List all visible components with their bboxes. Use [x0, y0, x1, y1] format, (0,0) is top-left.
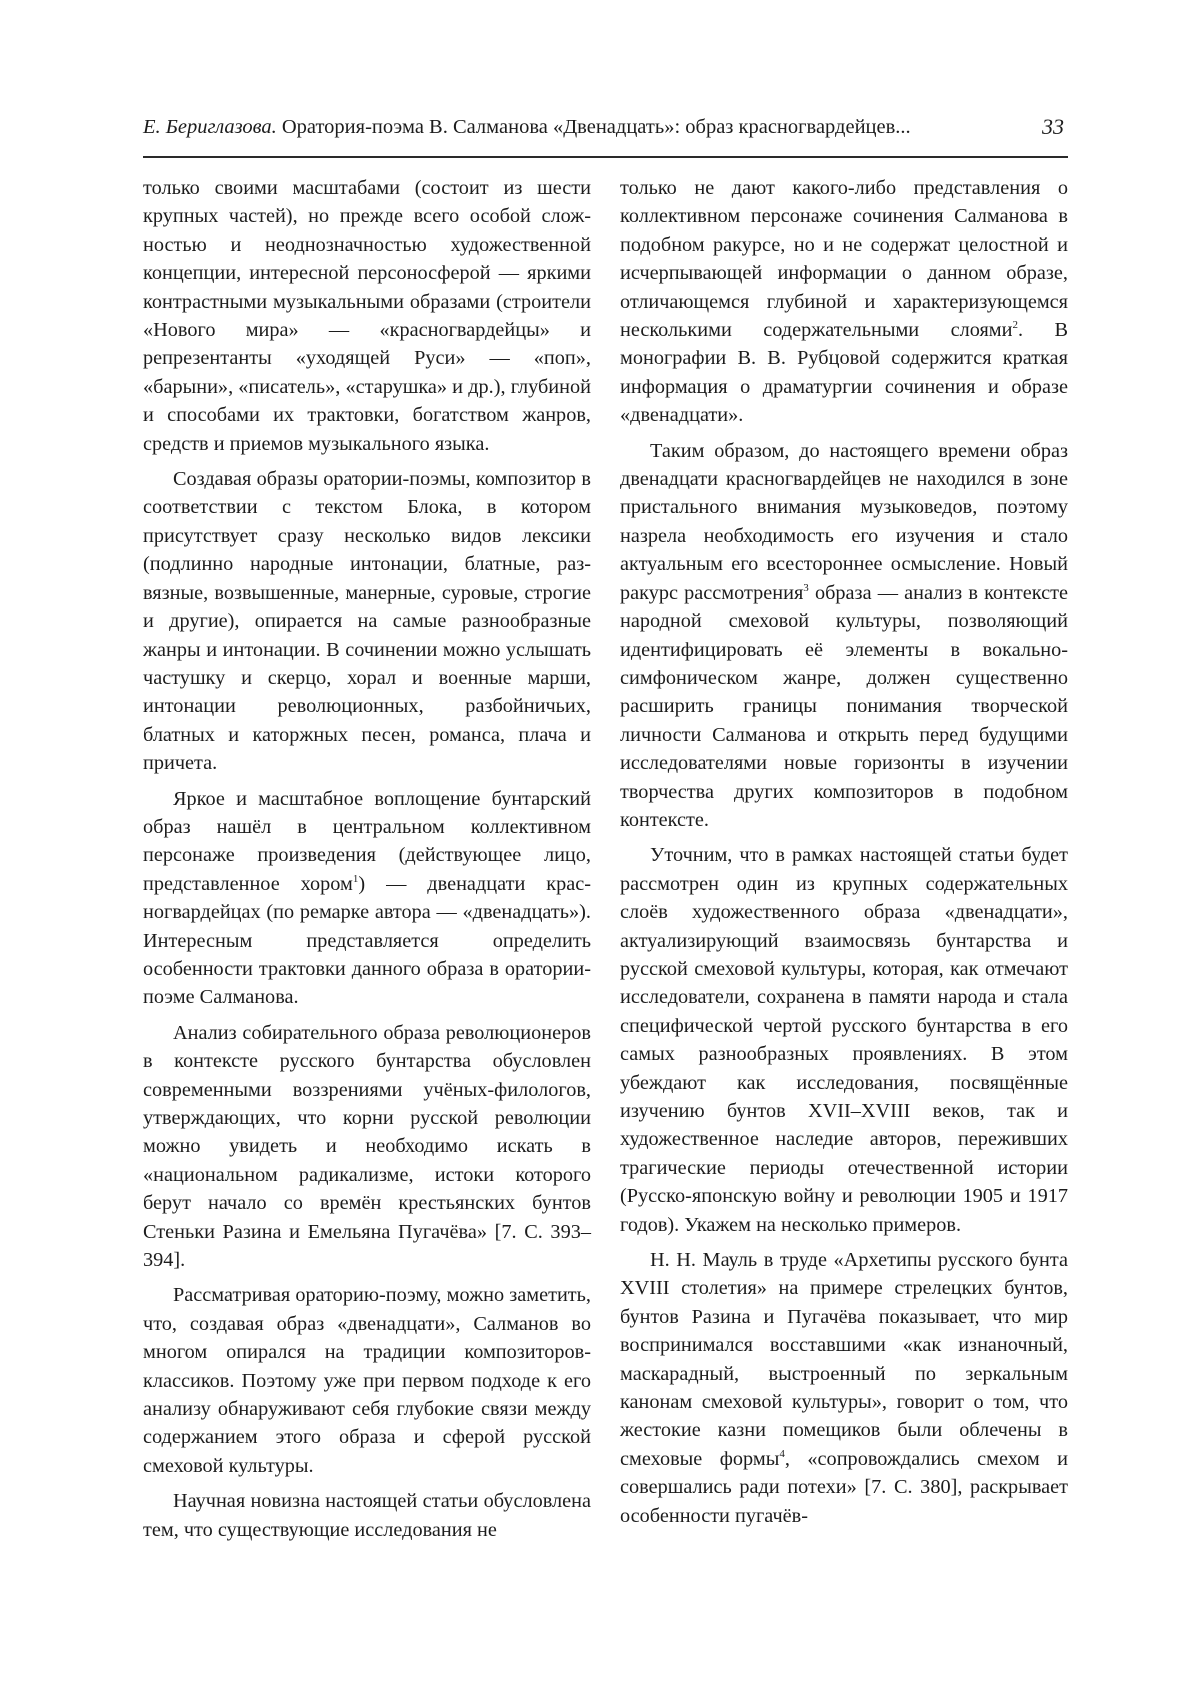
paragraph: Уточним, что в рамках настоящей статьи будет рассмотрен один из крупных содержательных слоёв художественного образа «двенадцати», актуализирующий взаимосвязь бунтарства и русской смеховой культуры, которая, как отмечают исследователи, сохранена в памяти народа и стала специфической чертой русского бунтарства в его самых разнообразных проявлениях. В этом убеждают как исследования, посвящённые изучению бунтов XVII–XVIII веков, так и художественное наследие авторов, переживших трагические периоды отечественной истории (Русско-японскую войну и революции 1905 и 1917 годов). Укажем на несколько примеров.: [620, 844, 1068, 1236]
paragraph: Яркое и масштабное воплощение бунтарский образ нашёл в центральном коллективном персонаже произведения (действующее лицо, представленное хором$^1$) — двенадцати красногвардейцах (по ремарке автора — «двенадцать»). Интересным представляется определить особенности трактовки данного образа в оратории-поэме Салманова.: [143, 787, 591, 1009]
footnote-ref[interactable]: 3: [803, 581, 809, 594]
header-author: Е. Бериглазова.: [143, 116, 277, 138]
paragraph: Научная новизна настоящей статьи обусловлена тем, что существующие исследования не: [143, 1490, 591, 1541]
footnote-ref[interactable]: 4: [779, 1448, 785, 1461]
footnote-ref[interactable]: 2: [1012, 319, 1018, 332]
paragraph: только своими масштабами (состоит из шести крупных частей), но прежде всего особой сложностью и неоднозначностью художественной концепции, интересной персоносферой — яркими контрастными музыкальными образами (строители «Нового мира» — «красногвардейцы» и репрезентанты «уходящей Руси» — «поп», «барыни», «писатель», «старушка» и др.), глубиной и способами их трактовки, богатством жанров, средств и приемов музыкального языка.: [143, 177, 591, 455]
footnote-ref[interactable]: 1: [352, 872, 359, 885]
header-title: Оратория-поэма В. Салманова «Двенадцать»: образ красногвардейцев...: [281, 116, 911, 138]
right-column: [620, 174, 1068, 1537]
running-header: [143, 108, 1068, 158]
paragraph: Н. Н. Мауль в труде «Архетипы русского бунта XVIII столетия» на примере стрелецких бунтов, бунтов Разина и Пугачёва показывает, что мир воспринимался восставшими «как изнаночный, маскарадный, выстроенный по зеркальным канонам смеховой культуры», говорит о том, что жестокие казни помещиков были облечены в смеховые формы$^4$, «сопровождались смехом и совершались ради потехи» [7. С. 380], раскрывает особенности пугачёв-: [620, 1249, 1069, 1527]
paragraph: Рассматривая ораторию-поэму, можно заметить, что, создавая образ «двенадцати», Салманов во многом опирался на традиции композиторов-классиков. Поэтому уже при первом подходе к его анализу обнаруживают себя глубокие связи между содержанием этого образа и сферой русской смеховой культуры.: [143, 1284, 591, 1477]
paragraph: только не дают какого-либо представления о коллективном персонаже сочинения Салманова в подобном ракурсе, но и не содержат целостной и исчерпывающей информации о данном образе, отличающемся глубиной и характеризующемся несколькими содержательными слоями$^2$. В монографии В. В. Рубцовой содержится краткая информация о драматургии сочинения и образе «двенадцати».: [620, 177, 1068, 427]
page-number: 33: [1042, 114, 1064, 139]
paragraph: Создавая образы оратории-поэмы, композитор в соответствии с текстом Блока, в котором присутствует сразу несколько видов лексики (подлинно народные интонации, блатные, развязные, возвышенные, манерные, суровые, строгие и другие), опирается на самые разнообразные жанры и интонации. В сочинении можно услышать частушку и скерцо, хорал и военные марши, интонации революционных, разбойничьих, блатных и каторжных песен, романса, плача и причета.: [143, 468, 591, 775]
paragraph: Таким образом, до настоящего времени образ двенадцати красногвардейцев не находился в зоне пристального внимания музыковедов, поэтому назрела необходимость его изучения и стало актуальным его всестороннее осмысление. Новый ракурс рассмотрения$^3$ образа — анализ в контексте народной смеховой культуры, позволяющий идентифицировать её элементы в вокально-симфоническом жанре, должен существенно расширить границы понимания творческой личности Салманова и открыть перед будущими исследователями новые горизонты в изучении творчества других композиторов в подобном контексте.: [620, 439, 1068, 831]
left-column: [143, 174, 591, 1551]
paragraph: Анализ собирательного образа революционеров в контексте русского бунтарства обусловлен современными воззрениями учёных-филологов, утверждающих, что корни русской революции можно увидеть и необходимо искать в «национальном радикализме, истоки которого берут начало со времён крестьянских бунтов Стеньки Разина и Емельяна Пугачёва» [7. С. 393–394].: [143, 1021, 591, 1272]
